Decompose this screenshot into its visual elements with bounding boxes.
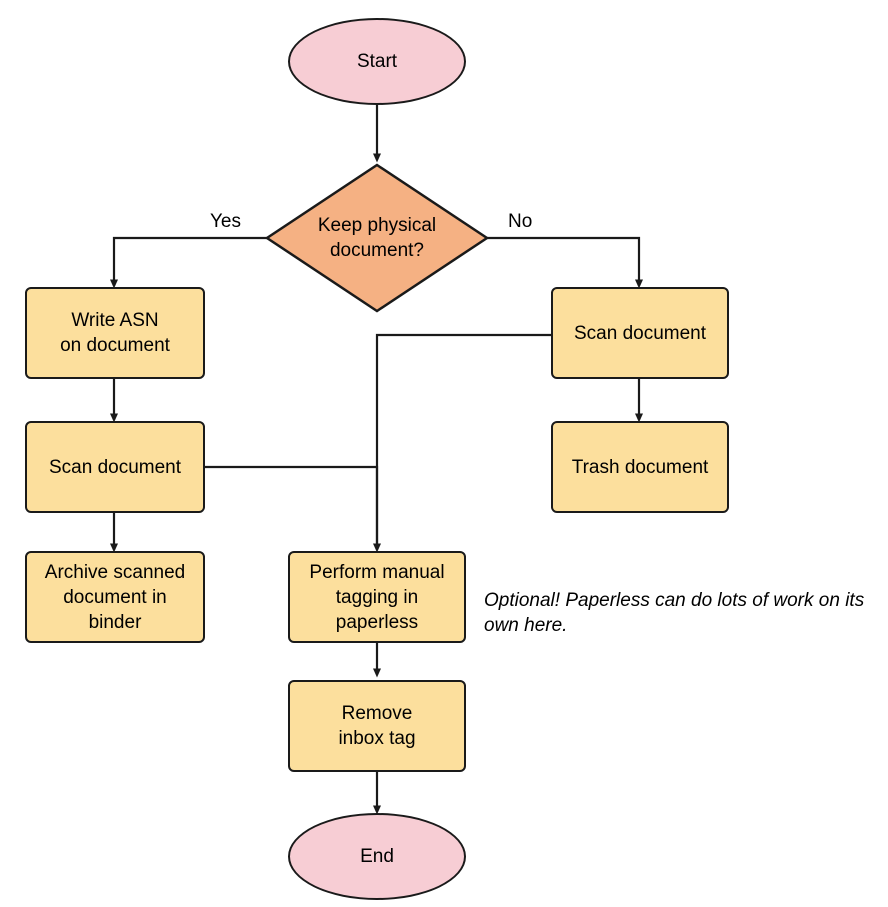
- edge-label-yes: Yes: [210, 211, 241, 232]
- optional-note: Optional! Paperless can do lots of work on its own here.: [484, 590, 865, 636]
- node-keep-physical-document-label: Keep physical document?: [317, 215, 437, 261]
- node-trash-document-label: Trash document: [571, 456, 709, 478]
- edge-scan-left-to-manual-tagging: [205, 467, 377, 548]
- node-scan-document-left[interactable]: [25, 421, 205, 513]
- edge-decision-no-to-scan-right: [487, 238, 639, 284]
- node-keep-physical-document[interactable]: [283, 205, 471, 271]
- node-scan-document-right-label: Scan document: [573, 322, 707, 344]
- node-end[interactable]: [288, 813, 466, 900]
- edge-label-no: No: [508, 211, 533, 232]
- node-scan-document-right[interactable]: [551, 287, 729, 379]
- node-archive-scanned-document[interactable]: [25, 551, 205, 643]
- node-end-label: End: [360, 846, 394, 867]
- node-perform-manual-tagging[interactable]: [288, 551, 466, 643]
- node-start[interactable]: [288, 18, 466, 105]
- node-remove-inbox-tag-label: Remove inbox tag: [338, 703, 416, 749]
- node-remove-inbox-tag[interactable]: [288, 680, 466, 772]
- node-trash-document[interactable]: [551, 421, 729, 513]
- node-write-asn-label: Write ASN on document: [60, 310, 170, 356]
- node-scan-document-left-label: Scan document: [48, 456, 182, 478]
- node-perform-manual-tagging-label: Perform manual tagging in paperless: [309, 561, 445, 633]
- edge-scan-right-to-manual-tagging: [377, 335, 552, 548]
- node-start-label: Start: [356, 51, 398, 72]
- node-archive-scanned-document-label: Archive scanned document in binder: [44, 561, 186, 633]
- node-write-asn[interactable]: [25, 287, 205, 379]
- edge-decision-yes-to-write-asn: [114, 238, 267, 284]
